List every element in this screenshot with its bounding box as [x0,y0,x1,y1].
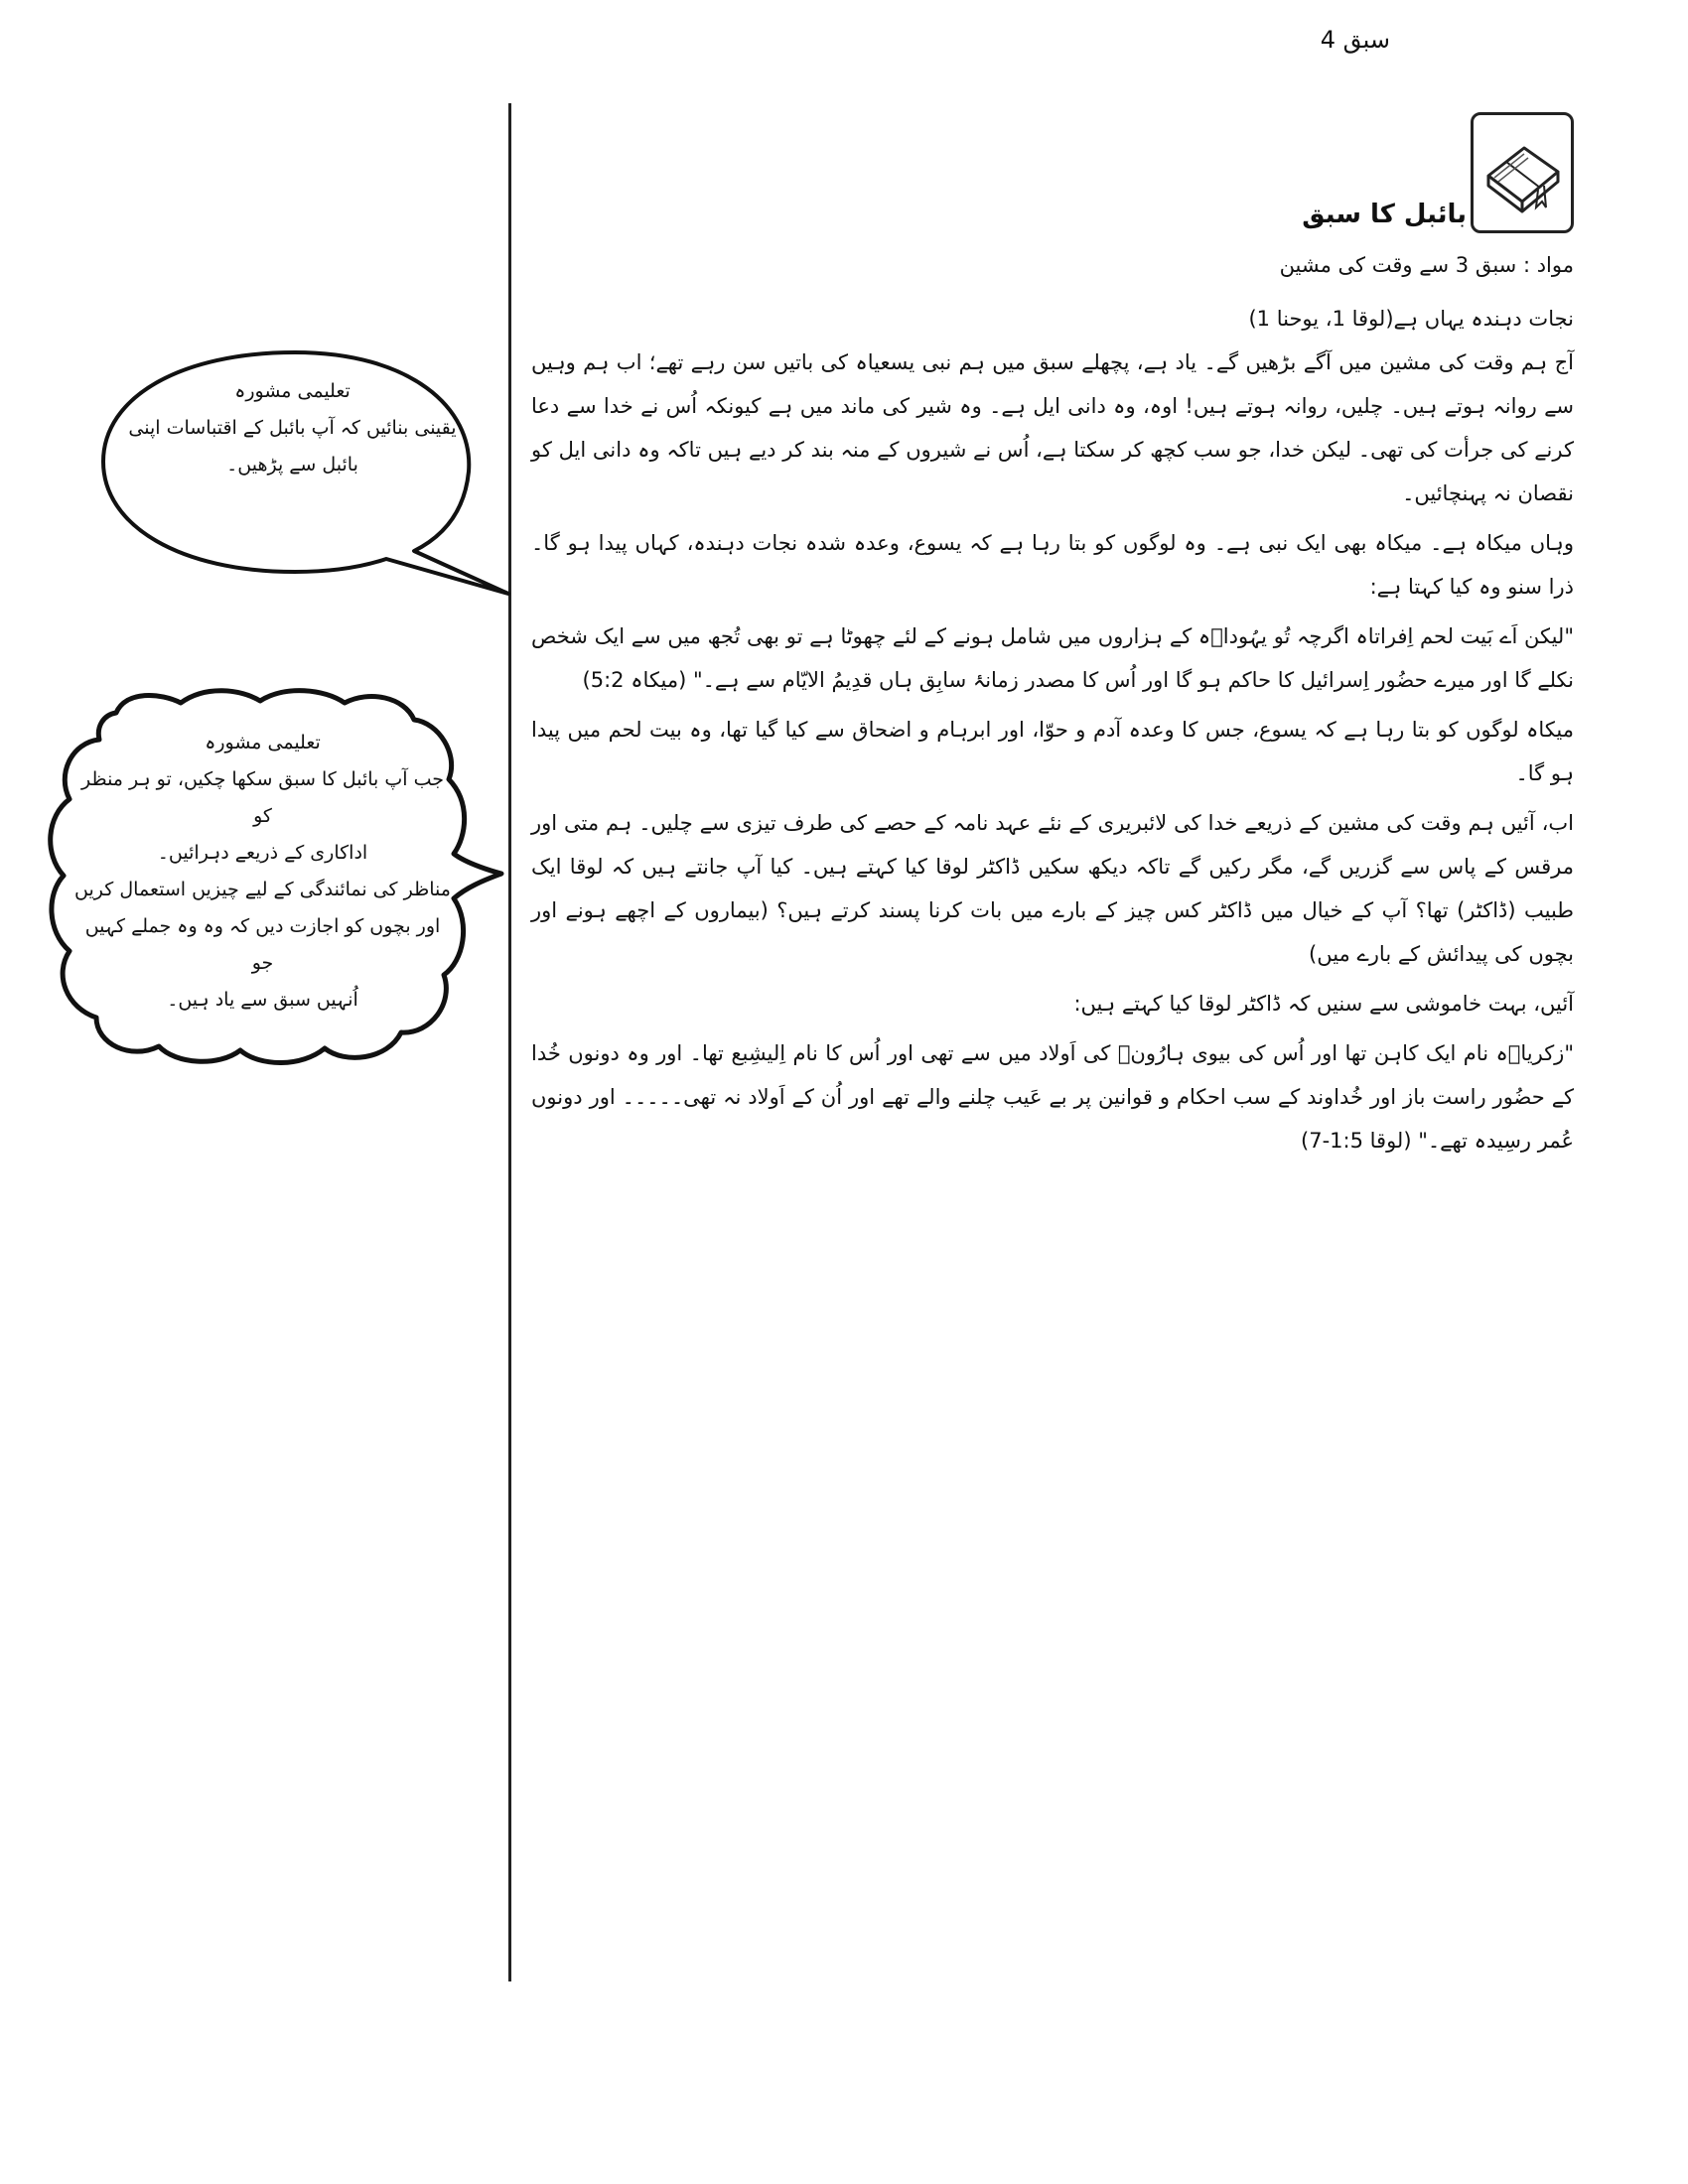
teaching-tip-bubble-1 [81,347,518,596]
lesson-material: مواد : سبق 3 سے وقت کی مشین [1279,253,1574,277]
page-number: سبق 4 [1320,26,1390,54]
lesson-column [531,94,1574,1162]
tip-line: مناظر کی نمائندگی کے لیے چیزیں استعمال کریں [74,879,451,900]
scripture-quote: "زکریاؔہ نام ایک کاہن تھا اور اُس کی بیوی ہارُونؔ کی اَولاد میں سے تھی اور اُس کا نام اِلیشِبع تھا۔ اور وہ دونوں خُدا کے حضُور راست باز اور خُداوند کے سب احکام و قوانین پر بے عَیب چلنے والے تھے اور اُن کے اَولاد نہ تھی۔۔۔۔۔ اور دونوں عُمر رسِیدہ تھے۔" (لوقا 1:5-7) [531,1041,1574,1153]
lesson-paragraph: آئیں، بہت خاموشی سے سنیں کہ ڈاکٹر لوقا کیا کہتے ہیں: [1073,992,1574,1016]
open-book-icon [1471,112,1574,233]
lesson-paragraph: وہاں میکاہ ہے۔ میکاہ بھی ایک نبی ہے۔ وہ لوگوں کو بتا رہا ہے کہ یسوع، وعدہ شدہ نجات دہندہ، کہاں پیدا ہو گا۔ ذرا سنو وہ کیا کہتا ہے: [531,531,1574,599]
teaching-tip-bubble-2 [42,685,508,1067]
tip-line: جب آپ بائبل کا سبق سکھا چکیں، تو ہر منظر کو [81,768,444,827]
lesson-subtitle: نجات دہندہ یہاں ہے(لوقا 1، یوحنا 1) [1248,307,1574,331]
section-title: بائبل کا سبق [1302,200,1467,229]
lesson-paragraph: میکاہ لوگوں کو بتا رہا ہے کہ یسوع، جس کا وعدہ آدم و حوّا، اور ابرہام و اضحاق سے کیا گیا تھا، وہ بیت لحم میں پیدا ہو گا۔ [531,718,1574,785]
tip-line: اُنہیں سبق سے یاد ہیں۔ [167,989,358,1011]
lesson-header [531,94,1574,233]
scripture-quote: "لیکن اَے بَیت لحم اِفراتاہ اگرچہ تُو یہُوداؔہ کے ہزاروں میں شامل ہونے کے لئے چھوٹا ہے تو بھی تُجھ میں سے ایک شخص نکلے گا اور میرے حضُور اِسرائیل کا حاکم ہو گا اور اُس کا مصدر زمانۂ سابِق ہاں قدِیمُ الایّام سے ہے۔" (میکاہ 5:2) [531,624,1574,692]
tip-title: تعلیمی مشورہ [234,380,351,402]
tip-line: اداکاری کے ذریعے دہرائیں۔ [157,842,368,864]
tip-line: یقینی بنائیں کہ آپ بائبل کے اقتباسات اپنی [128,417,457,439]
tip-title: تعلیمی مشورہ [205,732,321,753]
lesson-paragraph: اب، آئیں ہم وقت کی مشین کے ذریعے خدا کی لائبریری کے نئے عہد نامہ کے حصے کی طرف تیزی سے چلیں۔ ہم متی اور مرقس کے پاس سے گزریں گے، مگر رکیں گے تاکہ دیکھ سکیں ڈاکٹر لوقا کیا کہتے ہیں۔ کیا آپ جانتے ہیں کہ لوقا ایک طبیب (ڈاکٹر) تھا؟ آپ کے خیال میں ڈاکٹر کس چیز کے بارے میں بات کرنا پسند کرتے ہیں؟ (بیماروں کے اچھے ہونے اور بچوں کی پیدائش کے بارے میں) [531,811,1574,966]
tip-line: اور بچوں کو اجازت دیں کہ وہ وہ جملے کہیں جو [84,915,441,974]
tip-line: بائبل سے پڑھیں۔ [226,454,358,476]
lesson-paragraph: آج ہم وقت کی مشین میں آگے بڑھیں گے۔ یاد ہے، پچھلے سبق میں ہم نبی یسعیاہ کی باتیں سن رہے تھے؛ اب ہم وہیں سے روانہ ہوتے ہیں۔ چلیں، روانہ ہوتے ہیں! اوہ، وہ دانی ایل ہے۔ وہ شیر کی ماند میں ہے کیونکہ اُس نے خدا سے دعا کرنے کی جرأت کی تھی۔ لیکن خدا، جو سب کچھ کر سکتا ہے، اُس نے شیروں کے منہ بند کر دیے ہیں تاکہ وہ دانی ایل کو نقصان نہ پہنچائیں۔ [531,350,1574,505]
